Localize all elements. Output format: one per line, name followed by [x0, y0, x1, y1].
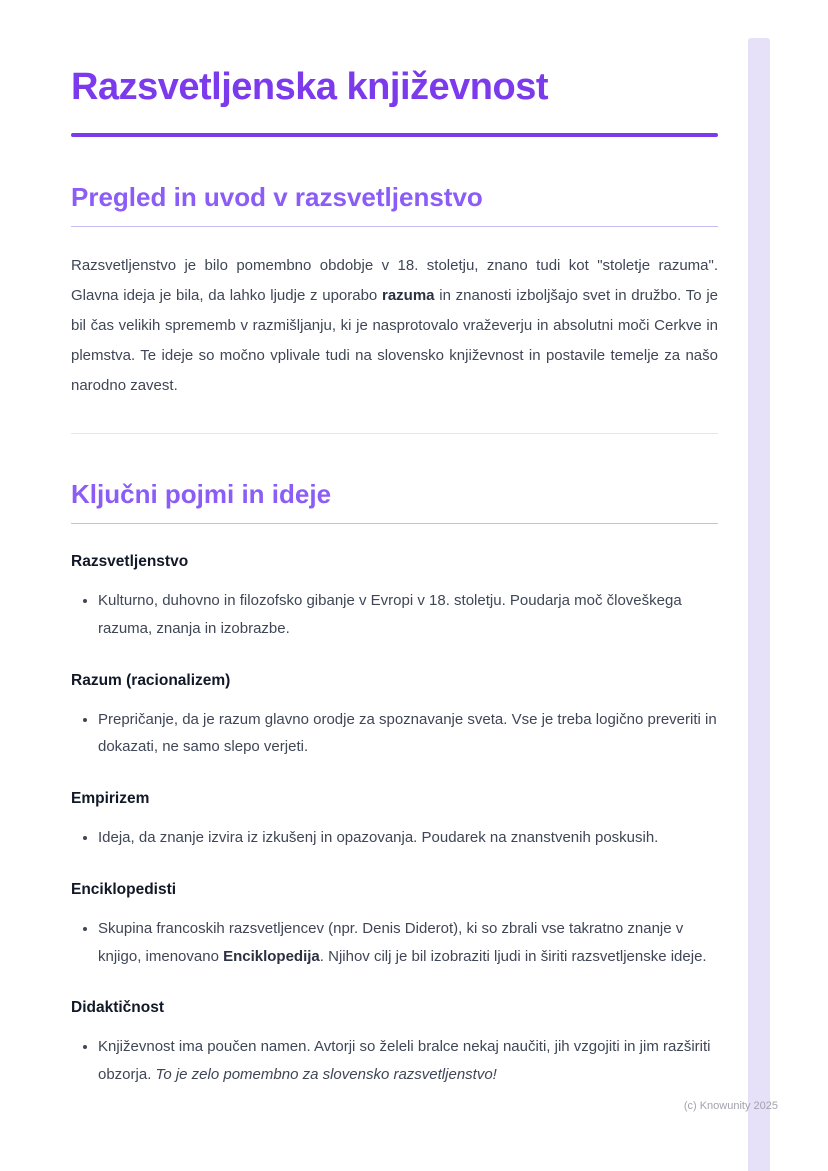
term-title: Didaktičnost [71, 999, 165, 1017]
term-block [71, 672, 718, 762]
term-bullet-list [71, 706, 718, 762]
bold-keyword: Enciklopedija [223, 947, 320, 965]
title-divider [71, 133, 718, 137]
term-title: Razum (racionalizem) [71, 671, 231, 689]
bullet-text: Ideja, da znanje izvira iz izkušenj in opazovanja. Poudarek na znanstvenih poskusih. [98, 829, 659, 846]
heading-underline [71, 226, 718, 227]
term-bullet-list [71, 587, 718, 643]
term-block [71, 790, 718, 852]
bullet-text: Književnost ima poučen namen. Avtorji so želeli bralce nekaj naučiti, jih vzgojiti in jim razširiti obzorja. [98, 1038, 711, 1083]
term-bullet [98, 587, 718, 643]
bullet-text: . Njihov cilj je bil izobraziti ljudi in širiti razsvetljenske ideje. [319, 947, 707, 965]
term-title: Empirizem [71, 790, 150, 807]
term-block [71, 553, 718, 643]
term-bullet-list [71, 824, 718, 852]
bold-keyword: razuma [382, 287, 435, 304]
term-bullet [98, 824, 718, 852]
term-bullet-list [71, 1033, 718, 1089]
term-block [71, 999, 718, 1089]
term-bullet [98, 706, 718, 762]
term-bullet-list [71, 915, 718, 971]
intro-paragraph [71, 251, 718, 401]
section-divider [71, 433, 718, 434]
copyright-note: (c) Knowunity 2025 [683, 1100, 778, 1112]
bullet-text: Skupina francoskih razsvetljencev (npr. Denis Diderot), ki so zbrali vse takratno znanje v knjigo, imenovano [98, 919, 684, 965]
term-title: Enciklopedisti [71, 880, 177, 898]
document-content [71, 0, 718, 1089]
right-accent-strip [748, 38, 770, 1171]
heading-underline [71, 523, 718, 524]
term-bullet [98, 1033, 718, 1089]
paragraph-text: Razsvetljenstvo je bilo pomembno obdobje v 18. stoletju, znano tudi kot "stoletje razuma". Glavna ideja je bila, da lahko ljudje z uporabo [71, 257, 718, 304]
term-bullet [98, 915, 718, 971]
page-title: Razsvetljenska književnost [71, 66, 548, 108]
bullet-text: Kulturno, duhovno in filozofsko gibanje v Evropi v 18. stoletju. Poudarja moč človeškega razuma, znanja in izobrazbe. [98, 592, 682, 637]
section-concepts [71, 479, 718, 1089]
section-heading-concepts: Ključni pojmi in ideje [71, 479, 332, 509]
term-title: Razsvetljenstvo [71, 553, 189, 570]
term-block [71, 881, 718, 971]
section-heading-intro: Pregled in uvod v razsvetljenstvo [71, 182, 483, 212]
section-intro [71, 182, 718, 401]
bullet-text: Prepričanje, da je razum glavno orodje za spoznavanje sveta. Vse je treba logično preveriti in dokazati, ne samo slepo verjeti. [98, 710, 717, 756]
italic-emphasis: To je zelo pomembno za slovensko razsvetljenstvo! [155, 1066, 497, 1083]
paragraph-text: in znanosti izboljšajo svet in družbo. To je bil čas velikih sprememb v razmišljanju, ki je nasprotovalo vraževerju in absolutni moči Cerkve in plemstva. Te ideje so močno vplivale tudi na slovensko književnost in postavile temelje za našo narodno zavest. [71, 287, 718, 394]
